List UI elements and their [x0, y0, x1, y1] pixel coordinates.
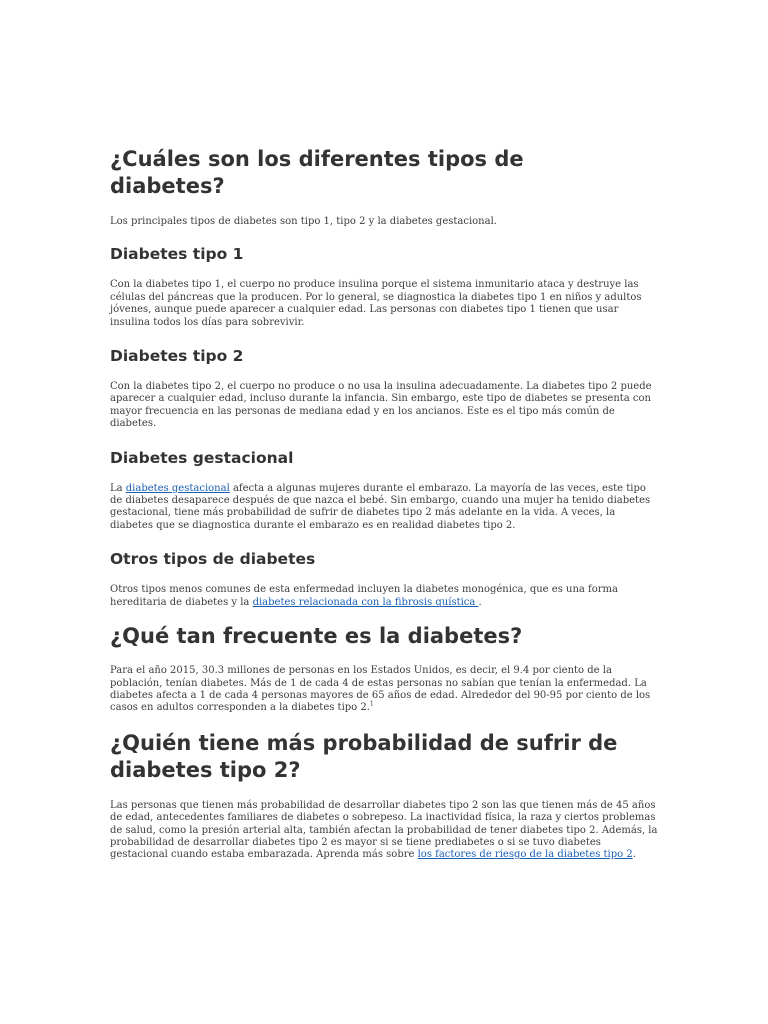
paragraph-otros-tipos: [110, 584, 658, 609]
paragraph-factores-riesgo: [110, 800, 658, 862]
link-fibrosis-quistica[interactable]: diabetes relacionada con la fibrosis quística: [252, 596, 476, 608]
heading-diabetes-gestacional: Diabetes gestacional: [110, 448, 294, 467]
heading-quien-tiene-mas-probabilidad: ¿Quién tiene más probabilidad de sufrir de diabetes tipo 2?: [110, 730, 618, 782]
heading-diabetes-tipo-2: Diabetes tipo 2: [110, 347, 244, 366]
frecuencia-text: Para el año 2015, 30.3 millones de personas en los Estados Unidos, es decir, el 9.4 por ciento de la población, tenían diabetes. Más de 1 de cada 4 de estas personas no sabían que tenían la enfermedad. La diabetes afecta a 1 de cada 4 personas mayores de 65 años de edad. Alrededor del 90-95 por ciento de los casos en adultos corresponden a la diabetes tipo 2.: [110, 665, 651, 714]
heading-tipos-de-diabetes: ¿Cuáles son los diferentes tipos de diabetes?: [110, 147, 524, 198]
link-diabetes-gestacional[interactable]: diabetes gestacional: [125, 482, 230, 494]
intro-paragraph: Los principales tipos de diabetes son tipo 1, tipo 2 y la diabetes gestacional.: [110, 216, 497, 227]
document-page: [110, 146, 658, 862]
gestacional-text-after: afecta a algunas mujeres durante el embarazo. La mayoría de las veces, este tipo de diabetes desaparece después de que nazca el bebé. Sin embargo, cuando una mujer ha tenido diabetes gestacional, tiene más probabilidad de sufrir de diabetes tipo 2 más adelante en la vida. A veces, la diabetes que se diagnostica durante el embarazo es en realidad diabetes tipo 2.: [110, 482, 651, 531]
heading-otros-tipos: Otros tipos de diabetes: [110, 550, 316, 569]
quien-text-after: .: [632, 849, 636, 861]
heading-que-tan-frecuente: ¿Qué tan frecuente es la diabetes?: [110, 624, 523, 649]
paragraph-gestacional: [110, 483, 658, 533]
gestacional-text-before: La: [110, 482, 126, 494]
quien-text-before: Las personas que tienen más probabilidad de desarrollar diabetes tipo 2 son las que tienen más de 45 años de edad, antecedentes familiares de diabetes o sobrepeso. La inactividad física, la raza y ciertos problemas de salud, como la presión arterial alta, también afectan la probabilidad de tener diabetes tipo 2. Además, la probabilidad de desarrollar diabetes tipo 2 es mayor si se tiene prediabetes o si se tuvo diabetes gestacional cuando estaba embarazada. Aprenda más sobre: [110, 799, 658, 861]
otros-text-after: .: [478, 596, 482, 608]
otros-text-before: Otros tipos menos comunes de esta enfermedad incluyen la diabetes monogénica, que es una forma hereditaria de diabetes y la: [110, 584, 618, 608]
footnote-marker: 1: [369, 700, 374, 708]
paragraph-tipo-1: Con la diabetes tipo 1, el cuerpo no produce insulina porque el sistema inmunitario ataca y destruye las células del páncreas que la producen. Por lo general, se diagnostica la diabetes tipo 1 en niños y adultos jóvenes, aunque puede aparecer a cualquier edad. Las personas con diabetes tipo 1 tienen que usar insulina todos los días para sobrevivir.: [110, 279, 642, 328]
paragraph-tipo-2: Con la diabetes tipo 2, el cuerpo no produce o no usa la insulina adecuadamente. La diabetes tipo 2 puede aparecer a cualquier edad, incluso durante la infancia. Sin embargo, este tipo de diabetes se presenta con mayor frecuencia en las personas de mediana edad y en los ancianos. Este es el tipo más común de diabetes.: [110, 381, 652, 430]
paragraph-frecuencia: [110, 665, 658, 715]
link-factores-de-riesgo[interactable]: los factores de riesgo de la diabetes tipo 2: [417, 849, 633, 861]
heading-diabetes-tipo-1: Diabetes tipo 1: [110, 245, 244, 264]
